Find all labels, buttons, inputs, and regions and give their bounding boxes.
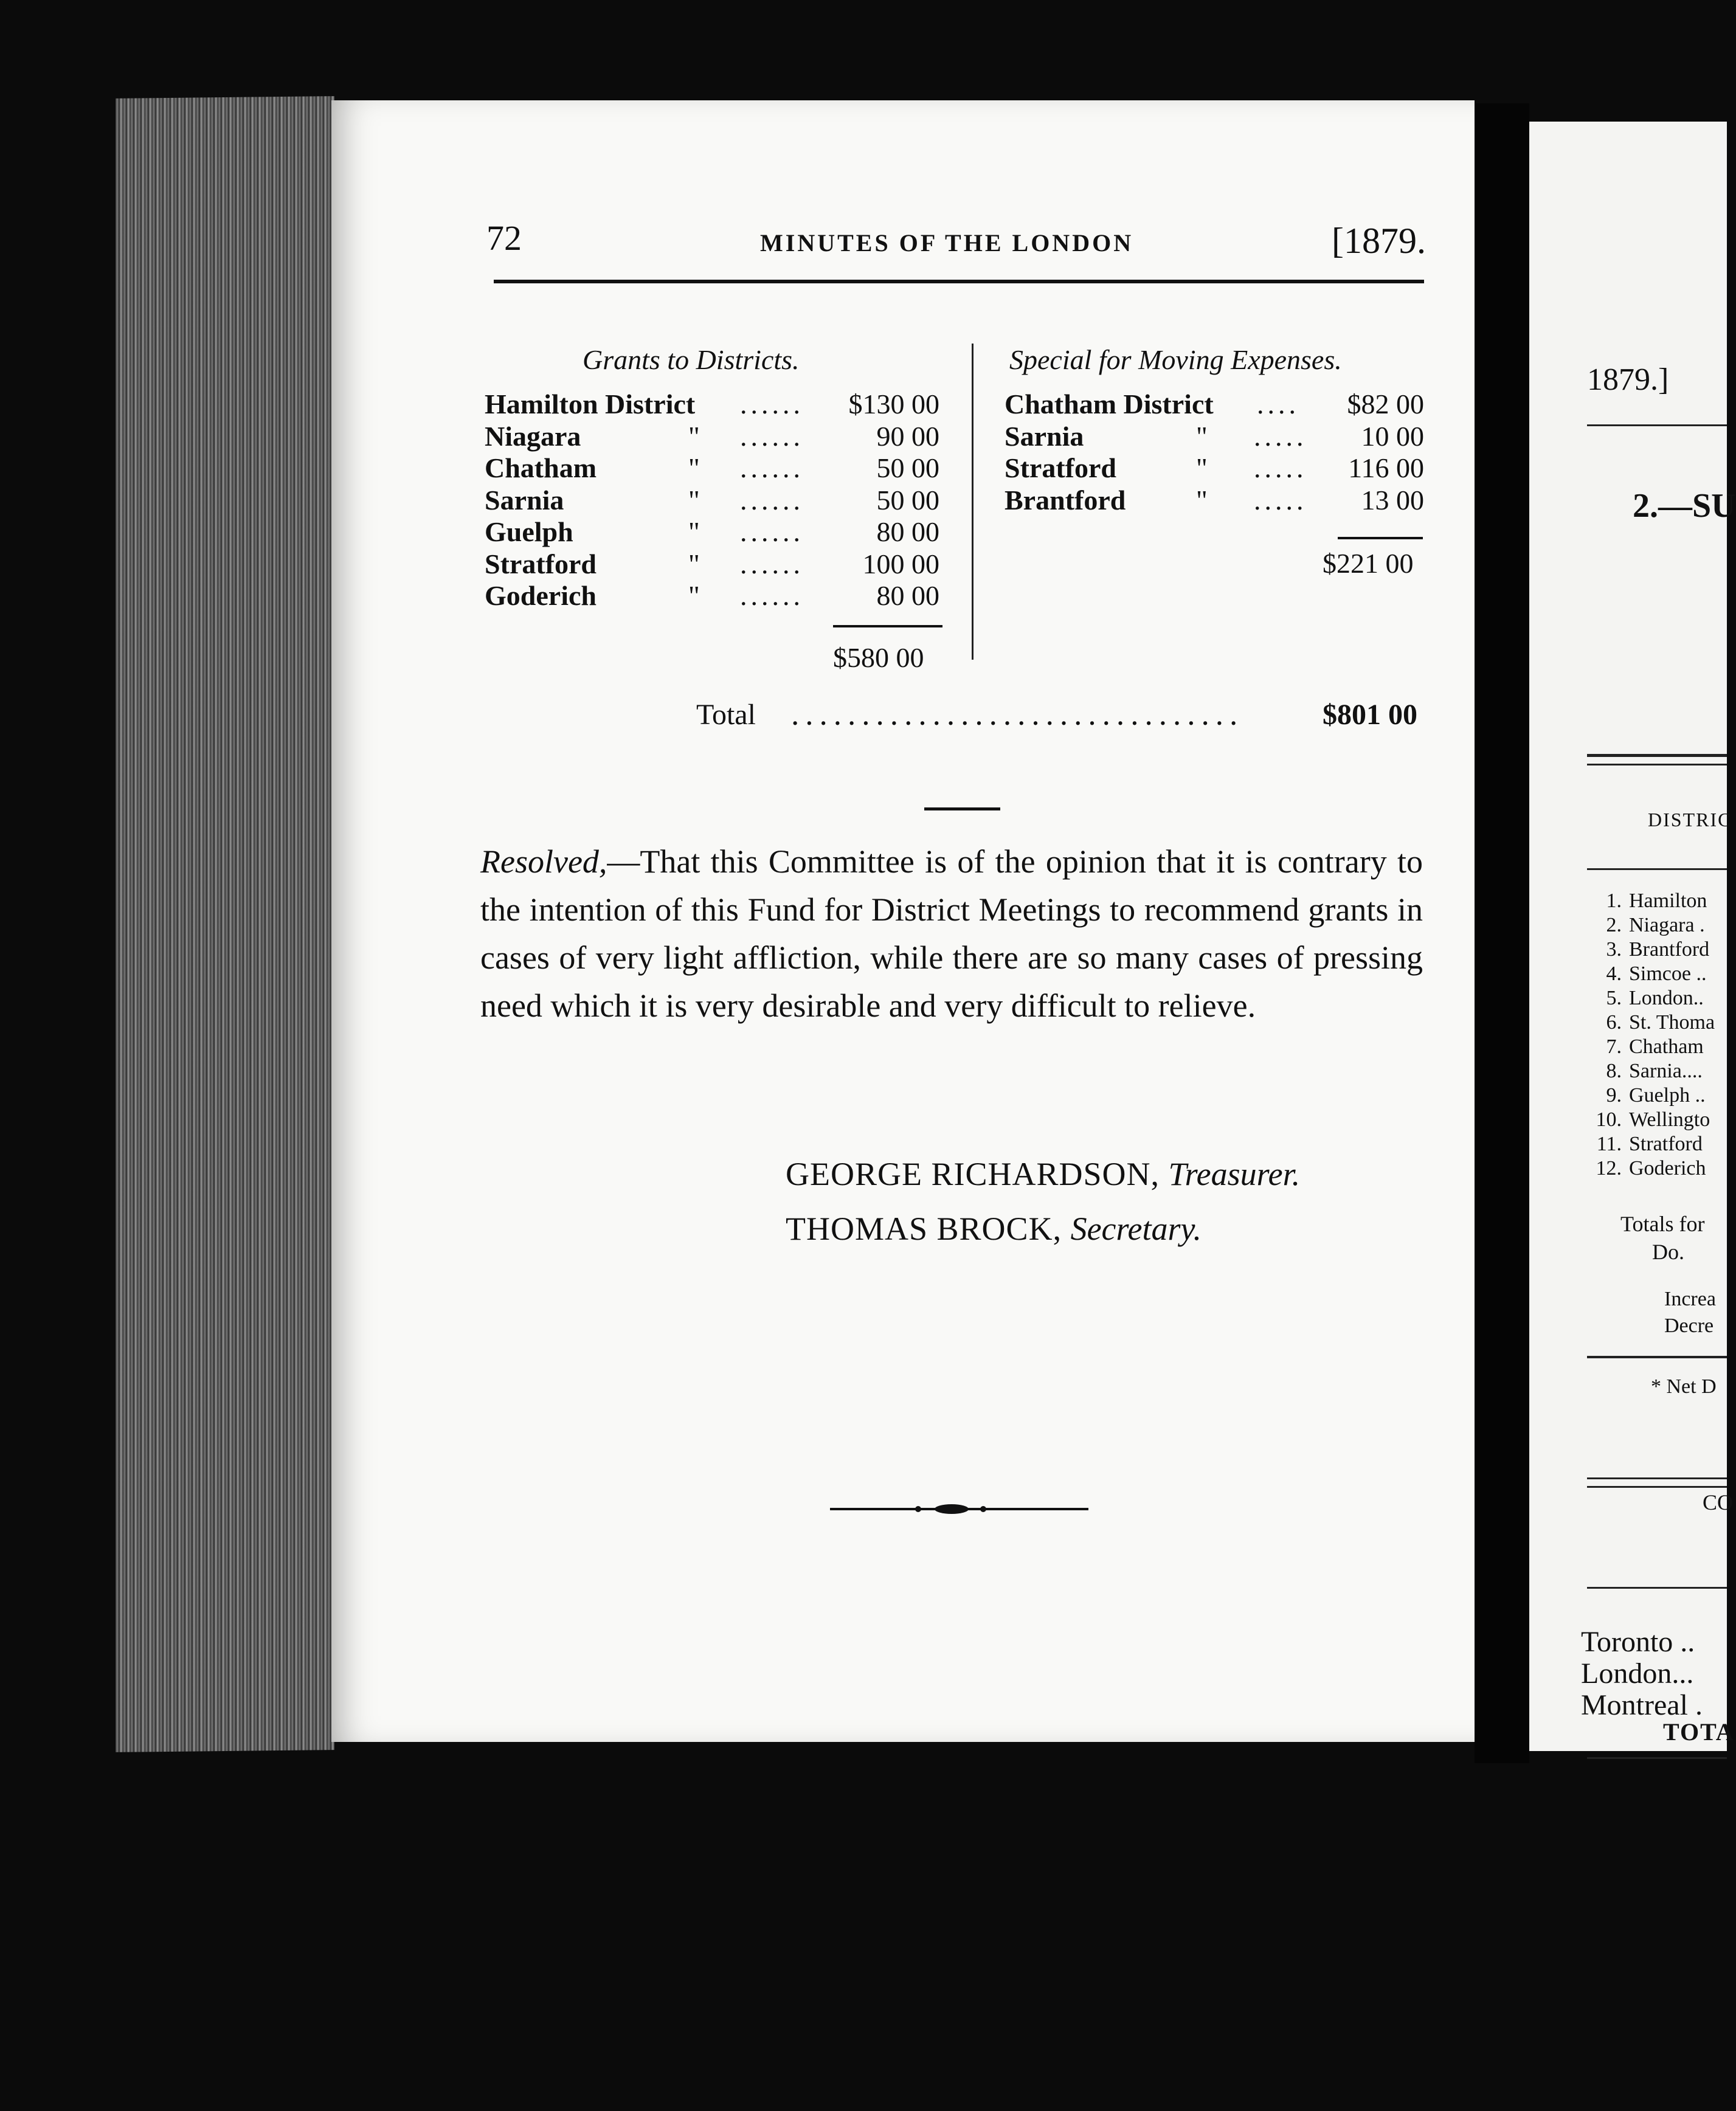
special-ditto: "	[1196, 420, 1208, 452]
right-page-year: 1879.]	[1587, 362, 1669, 397]
district-name: Niagara .	[1629, 914, 1705, 936]
district-number: 2.	[1606, 914, 1622, 936]
grant-leader: ......	[740, 580, 804, 611]
grants-subtotal: $580 00	[833, 642, 924, 673]
grants-sum-rule	[833, 625, 942, 627]
district-list-item	[1590, 1156, 1715, 1181]
signature-secretary	[786, 1210, 1202, 1248]
book-gutter	[1475, 103, 1529, 1781]
grant-ditto: "	[688, 452, 700, 483]
year-head: [1879.	[1332, 221, 1426, 261]
district-number: 3.	[1606, 938, 1622, 961]
district-name: Guelph ..	[1629, 1084, 1706, 1107]
special-row	[1005, 388, 1424, 420]
signature-name: THOMAS BROCK,	[786, 1211, 1062, 1247]
grant-name: Stratford	[485, 548, 597, 579]
grant-ditto: "	[688, 516, 700, 547]
right-page-rule	[1587, 1477, 1727, 1479]
grant-ditto: "	[688, 548, 700, 579]
grant-amount: 80 00	[876, 516, 939, 547]
header-rule	[494, 280, 1424, 283]
signature-role: Secretary.	[1070, 1211, 1202, 1247]
do-label: Do.	[1652, 1240, 1684, 1264]
special-ditto: "	[1196, 452, 1208, 483]
district-list-item	[1590, 889, 1715, 913]
grant-leader: ......	[740, 484, 804, 516]
grant-amount: 100 00	[862, 548, 939, 579]
right-page	[1529, 122, 1736, 1751]
grant-name: Hamilton District	[485, 389, 696, 420]
district-list-item	[1590, 1011, 1715, 1035]
district-number: 5.	[1606, 987, 1622, 1009]
special-sum-rule	[1338, 537, 1423, 539]
scan-background	[0, 1763, 1727, 2111]
grant-amount: 50 00	[876, 452, 939, 483]
district-name: Brantford	[1629, 938, 1710, 961]
grant-name: Chatham	[485, 452, 597, 483]
ornament-divider-icon	[830, 1502, 1088, 1516]
page-number: 72	[486, 218, 522, 258]
grant-row	[485, 420, 939, 452]
right-page-rule	[1587, 1356, 1727, 1358]
decrease-label: Decre	[1664, 1315, 1714, 1337]
grant-leader: ......	[740, 452, 804, 483]
district-list-item	[1590, 962, 1715, 986]
special-title: Special for Moving Expenses.	[1009, 344, 1342, 375]
special-leader: .....	[1254, 452, 1307, 483]
district-number: 4.	[1606, 962, 1622, 985]
special-amount: 116 00	[1348, 452, 1424, 483]
district-name: Simcoe ..	[1629, 962, 1707, 985]
district-name: Goderich	[1629, 1157, 1706, 1180]
right-page-rule	[1587, 424, 1727, 426]
grant-leader: ......	[740, 548, 804, 579]
special-amount: 10 00	[1361, 420, 1424, 452]
district-name: Hamilton	[1629, 890, 1707, 912]
right-page-rule	[1587, 1757, 1727, 1759]
grant-leader: ......	[740, 389, 804, 420]
special-row	[1005, 420, 1424, 452]
grant-amount: $130 00	[848, 389, 939, 420]
district-name: St. Thoma	[1629, 1011, 1715, 1034]
district-number: 1.	[1606, 890, 1622, 912]
grant-ditto: "	[688, 580, 700, 611]
special-ditto: "	[1196, 484, 1208, 516]
grant-name: Niagara	[485, 420, 581, 452]
district-number: 8.	[1606, 1060, 1622, 1082]
grant-row	[485, 388, 939, 420]
grant-row	[485, 484, 939, 516]
right-page-rule	[1587, 764, 1727, 765]
grant-leader: ......	[740, 420, 804, 452]
special-row	[1005, 484, 1424, 516]
district-name: Stratford	[1629, 1133, 1703, 1155]
district-list-item	[1590, 986, 1715, 1011]
special-name: Brantford	[1005, 484, 1126, 516]
district-name: Wellingto	[1629, 1108, 1710, 1131]
special-amount: $82 00	[1347, 389, 1424, 420]
grants-title: Grants to Districts.	[583, 344, 800, 375]
right-page-heading: 2.—SU	[1633, 487, 1736, 525]
special-row	[1005, 452, 1424, 484]
district-list-item	[1590, 938, 1715, 962]
district-number: 10.	[1596, 1108, 1622, 1131]
grant-ditto: "	[688, 484, 700, 516]
grant-name: Sarnia	[485, 484, 564, 516]
right-page-rule	[1587, 1587, 1727, 1589]
district-number: 9.	[1606, 1084, 1622, 1107]
grant-row	[485, 452, 939, 484]
grant-amount: 90 00	[876, 420, 939, 452]
right-page-increase-decrease	[1664, 1286, 1716, 1339]
signature-name: GEORGE RICHARDSON,	[786, 1156, 1160, 1192]
district-name: London..	[1629, 987, 1704, 1009]
grant-amount: 80 00	[876, 580, 939, 611]
grant-ditto: "	[688, 420, 700, 452]
right-page-district-list	[1590, 889, 1715, 1181]
special-name: Chatham District	[1005, 389, 1214, 420]
right-page-rule	[1587, 754, 1727, 757]
signature-role: Treasurer.	[1168, 1156, 1301, 1192]
district-number: 7.	[1606, 1035, 1622, 1058]
book-page-edges	[116, 96, 334, 1752]
city-item: London...	[1581, 1657, 1694, 1690]
right-page-rule	[1587, 868, 1727, 870]
grant-name: Guelph	[485, 516, 573, 547]
resolution-lead: Resolved,	[480, 843, 607, 880]
grant-leader: ......	[740, 516, 804, 547]
totals-label: Totals for	[1620, 1212, 1705, 1236]
district-name: Chatham	[1629, 1035, 1704, 1058]
district-number: 11.	[1596, 1133, 1622, 1155]
district-list-item	[1590, 1083, 1715, 1108]
special-name: Stratford	[1005, 452, 1116, 483]
special-leader: ....	[1257, 389, 1299, 420]
special-name: Sarnia	[1005, 420, 1084, 452]
right-page-rule	[1587, 1486, 1727, 1488]
increase-label: Increa	[1664, 1288, 1716, 1310]
right-page-co-head: CO	[1703, 1490, 1734, 1515]
grant-row	[485, 516, 939, 548]
special-amount: 13 00	[1361, 484, 1424, 516]
grant-amount: 50 00	[876, 484, 939, 516]
district-number: 12.	[1596, 1157, 1622, 1180]
total-amount: $801 00	[1323, 699, 1417, 731]
resolution-paragraph	[480, 838, 1423, 1030]
grant-name: Goderich	[485, 580, 597, 611]
resolution-text: —That this Committee is of the opinion that it is contrary to the intention of this Fund for District Meetings to recommend grants in cases of very light affliction, while there are so many cases of pressing need which it is very desirable and very difficult to relieve.	[480, 843, 1423, 1024]
city-item: Montreal .	[1581, 1689, 1703, 1721]
column-divider	[972, 344, 973, 660]
district-list-item	[1590, 1108, 1715, 1132]
district-list-item	[1590, 913, 1715, 938]
district-name: Sarnia....	[1629, 1060, 1703, 1082]
right-page-tota: TOTA	[1663, 1718, 1735, 1746]
special-subtotal: $221 00	[1323, 548, 1414, 579]
right-page-column-head: DISTRIC	[1648, 809, 1732, 831]
net-note: * Net D	[1651, 1375, 1717, 1398]
city-item: Toronto ..	[1581, 1626, 1695, 1658]
running-head: MINUTES OF THE LONDON	[760, 229, 1134, 257]
grant-row	[485, 579, 939, 612]
grant-row	[485, 548, 939, 580]
special-leader: .....	[1254, 420, 1307, 452]
total-leader: ................................	[790, 698, 1243, 732]
special-leader: .....	[1254, 484, 1307, 516]
district-list-item	[1590, 1132, 1715, 1156]
district-number: 6.	[1606, 1011, 1622, 1034]
district-list-item	[1590, 1035, 1715, 1059]
right-page-totals	[1620, 1210, 1704, 1266]
signature-treasurer	[786, 1155, 1300, 1193]
section-rule	[924, 807, 1000, 810]
right-page-cities	[1581, 1626, 1703, 1721]
district-list-item	[1590, 1059, 1715, 1083]
total-label: Total	[696, 699, 756, 731]
